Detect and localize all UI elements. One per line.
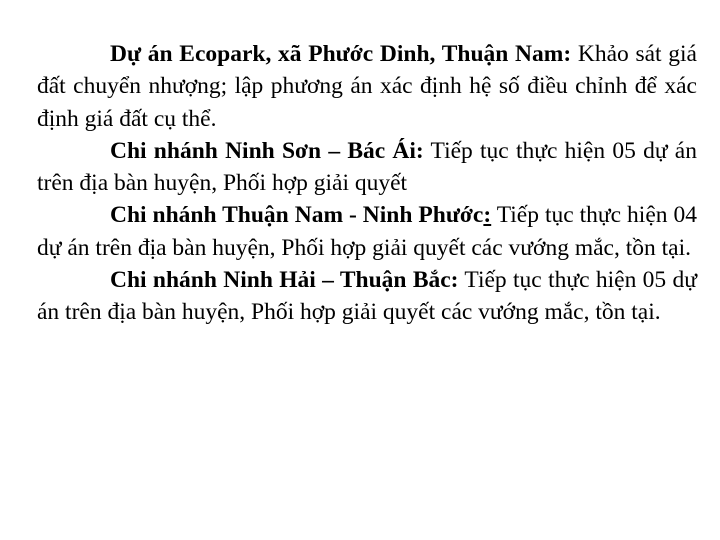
heading-ecopark: Dự án Ecopark, xã Phước Dinh, Thuận Nam (110, 41, 564, 67)
paragraph-ninh-son-bac-ai (37, 135, 697, 200)
body-thuan-nam-ninh-phuoc: Tiếp tục thực hiện 04 dự án trên địa bàn huyện, Phối hợp giải quyết các vướng mắc, tồn tại. (37, 202, 697, 261)
paragraph-ecopark (37, 38, 697, 135)
body-ninh-son-bac-ai: Tiếp tục thực hiện 05 dự án trên địa bàn huyện, Phối hợp giải quyết (37, 137, 697, 197)
paragraph-ninh-hai-thuan-bac (37, 264, 697, 329)
heading-thuan-nam-ninh-phuoc-colon: : (483, 202, 492, 229)
heading-ecopark-colon: : (563, 41, 572, 67)
text-body (37, 38, 697, 329)
paragraph-thuan-nam-ninh-phuoc (37, 199, 697, 264)
heading-ninh-son-bac-ai: Chi nhánh Ninh Sơn – Bác Ái: (110, 137, 424, 164)
heading-ninh-hai-thuan-bac: Chi nhánh Ninh Hải – Thuận Bắc: (110, 267, 459, 294)
body-ninh-hai-thuan-bac: Tiếp tục thực hiện 05 dự án trên địa bàn huyện, Phối hợp giải quyết các vướng mắc, tồn tại. (37, 267, 698, 326)
heading-thuan-nam-ninh-phuoc: Chi nhánh Thuận Nam - Ninh Phước (110, 202, 484, 229)
body-ecopark: Khảo sát giá đất chuyển nhượng; lập phương án xác định hệ số điều chỉnh để xác định giá đất cụ thể. (37, 41, 697, 132)
